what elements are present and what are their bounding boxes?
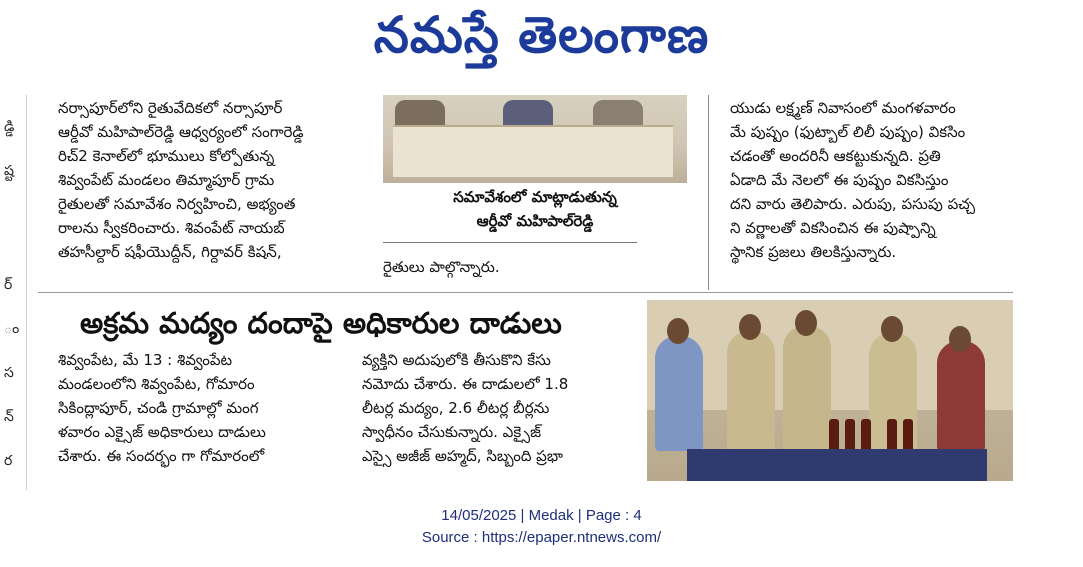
- article-line: స్థానిక ప్రజలు తిలకిస్తున్నారు.: [730, 243, 897, 261]
- section-divider: [38, 292, 1013, 293]
- meeting-photo: [383, 95, 687, 183]
- article-line: చేశారు. ఈ సందర్భం గా గోమారంలో: [58, 447, 265, 465]
- article-line: ళవారం ఎక్సైజ్‌ అధికారులు దాడులు: [58, 423, 266, 441]
- left-edge-char: ర్: [4, 277, 13, 293]
- article-right-top: [730, 96, 1030, 264]
- article-line: యుడు లక్ష్మణ్‌ నివాసంలో మంగళవారం: [730, 99, 956, 117]
- article-line: లీటర్ల మద్యం, 2.6 లీటర్ల బీర్లను: [362, 399, 550, 417]
- left-edge-char: డ్డి: [4, 119, 15, 135]
- column-divider: [708, 95, 709, 290]
- caption-line: సమావేశంలో మాట్లాడుతున్న: [453, 188, 617, 206]
- article-line: తహసీల్దార్‌ షఫీయొద్దీన్‌, గిర్దావర్‌ కిషన్‌,: [58, 243, 282, 261]
- page-footer: [0, 505, 1083, 549]
- article-line: మండలంలోని శివ్వంపేట, గోమారం: [58, 375, 255, 393]
- left-edge-column: [0, 95, 27, 490]
- left-edge-char: స: [4, 365, 14, 381]
- article-line: ఆర్డీవో మహిపాల్‌రెడ్డి ఆధ్వర్యంలో సంగారెడ్డి: [58, 123, 304, 141]
- edition-info: 14/05/2025 | Medak | Page : 4: [441, 507, 642, 524]
- story-column-1: [58, 348, 338, 468]
- left-edge-char: ష్ట: [4, 163, 14, 179]
- article-line: శివ్వంపేట్‌ మండలం తిమ్మాపూర్‌ గ్రామ: [58, 171, 275, 189]
- caption-line: ఆర్డీవో మహిపాల్‌రెడ్డి: [476, 212, 594, 230]
- source-link[interactable]: Source : https://epaper.ntnews.com/: [421, 529, 662, 546]
- article-line: చడంతో అందరినీ ఆకట్టుకున్నది. ప్రతి: [730, 147, 941, 165]
- newspaper-masthead: [0, 0, 1083, 95]
- masthead-title: నమస్తే తెలంగాణ: [373, 6, 710, 64]
- caption-divider: [383, 242, 637, 243]
- article-line: శివ్వంపేట, మే 13 : శివ్వంపేట: [58, 351, 233, 369]
- article-line: ని వర్ణాలతో వికసించిన ఈ పుష్పాన్ని: [730, 219, 936, 237]
- article-line: దని వారు తెలిపారు. ఎరుపు, పసుపు పచ్చ: [730, 195, 976, 213]
- article-middle-top: [383, 255, 683, 279]
- article-left-top: [58, 96, 376, 264]
- excise-raid-photo: [647, 300, 1013, 481]
- article-line: రిచ్‌2 కెనాల్‌లో భూములు కోల్పోతున్న: [58, 147, 275, 165]
- left-edge-char: న్: [4, 409, 14, 425]
- story-column-2: [362, 348, 642, 468]
- left-edge-char: ం: [4, 321, 20, 337]
- article-line: స్వాధీనం చేసుకున్నారు. ఎక్సైజ్‌: [362, 423, 542, 441]
- article-line: ఎస్సై అజీజ్‌ అహ్మద్‌, సిబ్బంది ప్రభా: [362, 447, 563, 465]
- article-line: రైతులు పాల్గొన్నారు.: [383, 258, 500, 276]
- story-headline: అక్రమ మద్యం దందాపై అధికారుల దాడులు: [80, 306, 562, 340]
- article-line: రాలను స్వీకరించారు. శివంపేట్‌ నాయబ్‌: [58, 219, 285, 237]
- article-line: ఏడాది మే నెలలో ఈ పుష్పం వికసిస్తుం: [730, 171, 949, 189]
- article-line: నమోదు చేశారు. ఈ దాడులలో 1.8: [362, 375, 569, 393]
- article-line: వ్యక్తిని అదుపులోకి తీసుకొని కేసు: [362, 351, 551, 369]
- photo-caption: [383, 185, 687, 233]
- article-line: రైతులతో సమావేశం నిర్వహించి, అభ్యంత: [58, 195, 296, 213]
- article-line: సికింద్లాపూర్‌, చండి గ్రామాల్లో మంగ: [58, 399, 259, 417]
- left-edge-char: ర: [4, 453, 13, 469]
- article-line: మే పుష్పం (ఫుట్బాల్‌ లిలీ పుష్పం) వికసిం: [730, 123, 966, 141]
- article-line: నర్సాపూర్‌లోని రైతువేదికలో నర్సాపూర్: [58, 99, 283, 117]
